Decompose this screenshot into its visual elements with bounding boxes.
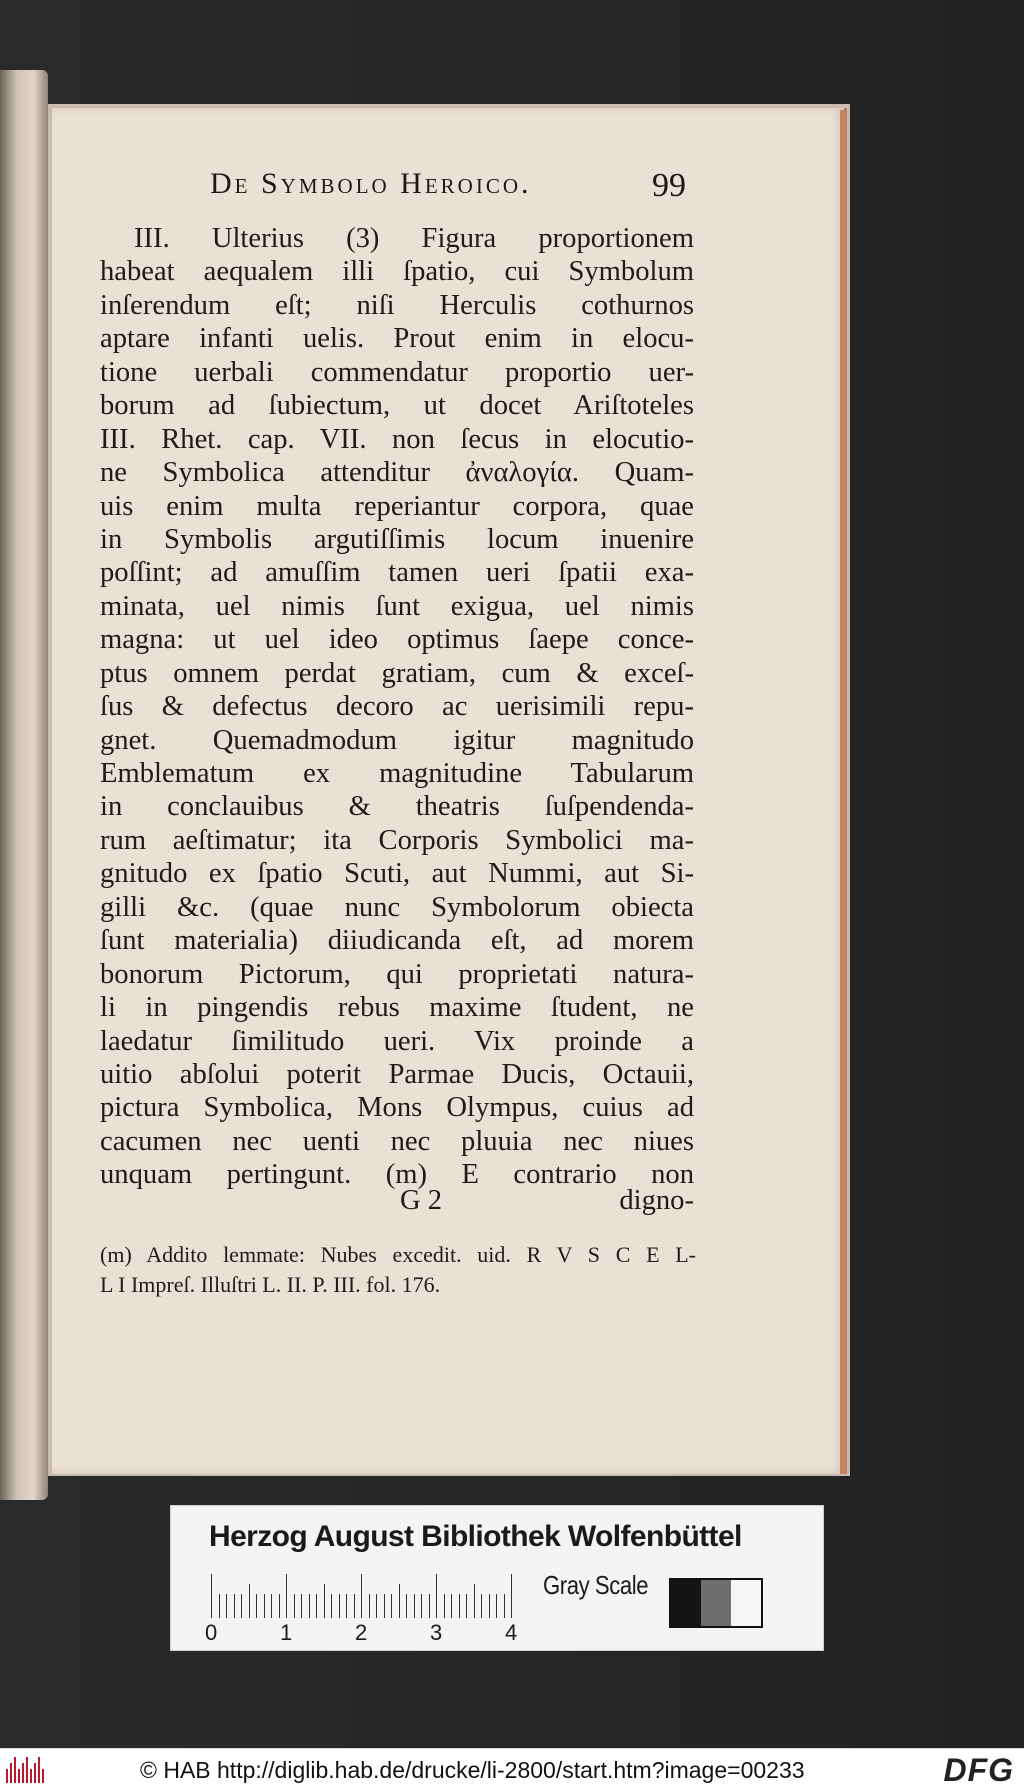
ruler-tick [301,1594,302,1618]
library-name: Herzog August Bibliothek Wolfenbüttel [209,1520,742,1553]
page-edge-right [840,110,846,1474]
color-reference-card [170,1505,824,1651]
ruler-tick [474,1584,475,1618]
ruler-tick [219,1594,220,1618]
text-line: minata, uel nimis ſunt exigua, uel nimis [100,590,694,622]
hab-logo-icon [6,1757,46,1783]
ruler-tick [234,1594,235,1618]
text-line: ſus & defectus decoro ac uerisimili repu- [100,691,694,723]
catchword: digno- [619,1185,694,1216]
text-line: ſunt materialia) diiudicanda eſt, ad morem [100,925,694,957]
catchline [100,1185,694,1219]
footnote [100,1240,696,1300]
text-line: pictura Symbolica, Mons Olympus, cuius ad [100,1092,694,1124]
text-line: habeat aequalem illi ſpatio, cui Symbolum [100,256,694,288]
ruler-tick [414,1594,415,1618]
ruler-tick [286,1574,287,1618]
text-line: laedatur ſimilitudo ueri. Vix proinde a [100,1025,694,1057]
text-line: ptus omnem perdat gratiam, cum & exceſ- [100,657,694,689]
grayscale-label: Gray Scale [543,1570,649,1600]
ruler-tick [211,1574,212,1618]
ruler-tick [466,1594,467,1618]
ruler-tick [316,1594,317,1618]
body-text [100,222,694,1192]
ruler-tick [511,1574,512,1618]
ruler-tick [436,1574,437,1618]
ruler-tick [339,1594,340,1618]
ruler-tick [451,1594,452,1618]
ruler-tick [241,1594,242,1618]
ruler-label: 0 [205,1620,218,1645]
logo-stripe [42,1769,44,1783]
ruler-tick [399,1584,400,1618]
ruler-tick [459,1594,460,1618]
ruler-tick [384,1594,385,1618]
text-line: uitio abſolui poterit Parmae Ducis, Octauii, [100,1058,694,1090]
ruler-tick [249,1584,250,1618]
gray-patch [671,1580,701,1626]
text-line: cacumen nec uenti nec pluuia nec niues [100,1125,694,1157]
ruler-label: 4 [505,1620,518,1645]
page-number: 99 [652,167,686,204]
text-line: Emblematum ex magnitudine Tabularum [100,758,694,789]
text-line: uis enim multa reperiantur corpora, quae [100,490,694,522]
ruler-label: 1 [280,1620,293,1645]
text-line: poſſint; ad amuſſim tamen ueri ſpatii exa- [100,557,694,589]
text-line: III. Rhet. cap. VII. non ſecus in elocutio- [100,423,694,455]
logo-stripe [14,1757,16,1783]
scale-ruler [211,1574,511,1618]
running-head: De Symbolo Heroico. [210,167,532,200]
logo-stripe [30,1769,32,1783]
ruler-tick [294,1594,295,1618]
ruler-tick [444,1594,445,1618]
ruler-tick [496,1594,497,1618]
viewer-footer [0,1748,1024,1789]
text-line: borum ad ſubiectum, ut docet Ariſtoteles [100,390,694,422]
previous-pages-edge [0,70,48,1500]
logo-stripe [34,1763,36,1783]
ruler-tick [429,1594,430,1618]
signature-mark: G 2 [400,1185,443,1216]
text-line: li in pingendis rebus maxime ſtudent, ne [100,992,694,1024]
ruler-tick [226,1594,227,1618]
logo-stripe [38,1757,40,1783]
logo-stripe [10,1763,12,1783]
ruler-tick [369,1594,370,1618]
gray-patch [701,1580,731,1626]
ruler-tick [421,1594,422,1618]
grayscale-patches [669,1578,763,1628]
text-line: ne Symbolica attenditur ἀναλογία. Quam- [100,457,694,489]
ruler-tick [354,1594,355,1618]
logo-stripe [18,1769,20,1783]
gray-patch [731,1580,761,1626]
logo-stripe [22,1763,24,1783]
ruler-tick [376,1594,377,1618]
text-line: inſerendum eſt; niſi Herculis cothurnos [100,289,694,321]
dfg-logo: DFG [943,1752,1014,1788]
ruler-tick [481,1594,482,1618]
text-line: gnet. Quemadmodum igitur magnitudo [100,724,694,756]
ruler-tick [406,1594,407,1618]
ruler-tick [361,1574,362,1618]
text-line: aptare infanti uelis. Prout enim in elocu- [100,323,694,355]
ruler-tick [331,1594,332,1618]
text-line: unquam pertingunt. (m) E contrario non [100,1159,694,1191]
ruler-tick [309,1594,310,1618]
ruler-tick [256,1594,257,1618]
ruler-label: 3 [430,1620,443,1645]
logo-stripe [6,1769,8,1783]
text-line: rum aeſtimatur; ita Corporis Symbolici ma- [100,824,694,856]
ruler-label: 2 [355,1620,368,1645]
ruler-tick [324,1584,325,1618]
text-line: in conclauibus & theatris ſuſpendenda- [100,791,694,823]
text-line: tione uerbali commendatur proportio uer- [100,356,694,388]
text-line: in Symbolis argutiſſimis locum inuenire [100,523,694,555]
ruler-tick [264,1594,265,1618]
ruler-tick [391,1594,392,1618]
ruler-tick [279,1594,280,1618]
text-line: gilli &c. (quae nunc Symbolorum obiecta [100,891,694,923]
ruler-tick [489,1594,490,1618]
text-line: gnitudo ex ſpatio Scuti, aut Nummi, aut Si- [100,858,694,890]
ruler-tick [504,1594,505,1618]
ruler-tick [271,1594,272,1618]
logo-stripe [26,1757,28,1783]
text-line: bonorum Pictorum, qui proprietati natura- [100,958,694,990]
footnote-line: L I Impreſ. Illuſtri L. II. P. III. fol. 176. [100,1272,441,1297]
copyright-link[interactable]: © HAB http://diglib.hab.de/drucke/li-2800/start.htm?image=00233 [140,1757,805,1783]
footnote-line: (m) Addito lemmate: Nubes excedit. uid. R V S C E L- [100,1242,696,1267]
text-line: III. Ulterius (3) Figura proportionem [134,223,694,254]
ruler-tick [346,1594,347,1618]
text-line: magna: ut uel ideo optimus ſaepe conce- [100,624,694,656]
